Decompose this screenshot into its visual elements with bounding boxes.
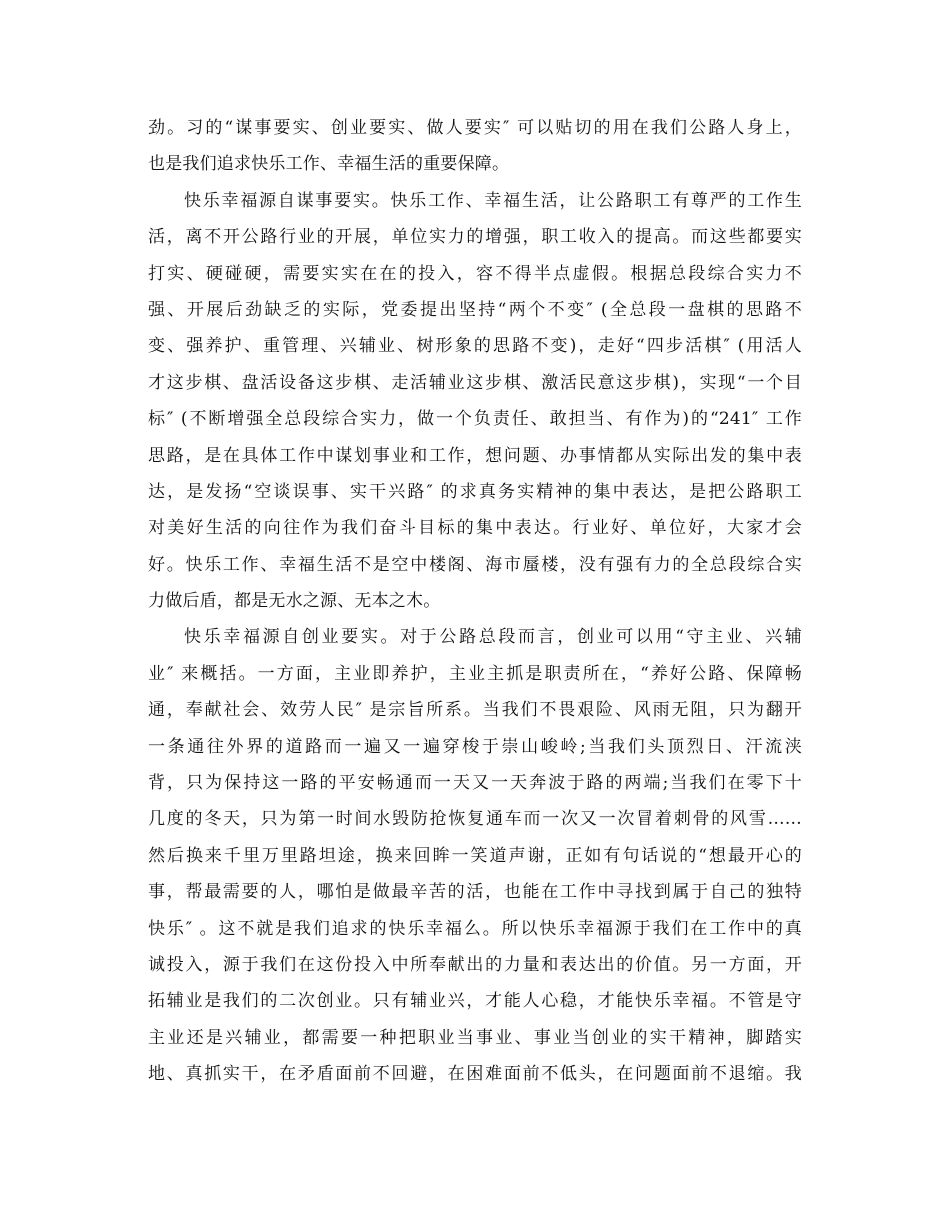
text-line: 对美好生活的向往作为我们奋斗目标的集中表达。行业好、单位好，大家才会 (148, 518, 802, 539)
text-line: 也是我们追求快乐工作、幸福生活的重要保障。 (148, 154, 510, 175)
text-line: 快乐″ 。这不就是我们追求的快乐幸福么。所以快乐幸福源于我们在工作中的真 (148, 918, 802, 939)
text-line: 力做后盾，都是无水之源、无本之木。 (148, 591, 441, 612)
text-line: 快乐幸福源自谋事要实。快乐工作、幸福生活，让公路职工有尊严的工作生 (184, 190, 802, 211)
text-line: 活，离不开公路行业的开展，单位实力的增强，职工收入的提高。而这些都要实 (148, 227, 802, 248)
text-line: 然后换来千里万里路坦途，换来回眸一笑道声谢，正如有句话说的“想最开心的 (148, 845, 802, 866)
document-body (148, 110, 802, 1093)
text-line: 达，是发扬“空谈误事、实干兴路″ 的求真务实精神的集中表达，是把公路职工 (148, 481, 802, 502)
text-line: 才这步棋、盘活设备这步棋、走活辅业这步棋、激活民意这步棋)，实现“一个目 (148, 372, 802, 393)
text-line: 背，只为保持这一路的平安畅通而一天又一天奔波于路的两端;当我们在零下十 (148, 773, 802, 794)
text-line: 好。快乐工作、幸福生活不是空中楼阁、海市蜃楼，没有强有力的全总段综合实 (148, 554, 802, 575)
text-line: 变、强养护、重管理、兴辅业、树形象的思路不变)，走好“四步活棋″ (用活人 (148, 336, 802, 357)
text-line: 业″ 来概括。一方面，主业即养护，主业主抓是职责所在，“养好公路、保障畅 (148, 663, 802, 684)
text-line: 劲。习的“谋事要实、创业要实、做人要实″ 可以贴切的用在我们公路人身上， (148, 118, 802, 138)
text-line: 一条通往外界的道路而一遍又一遍穿梭于崇山峻岭;当我们头顶烈日、汗流浃 (148, 736, 802, 757)
text-line: 标″ (不断增强全总段综合实力，做一个负责任、敢担当、有作为)的“241″ 工作 (148, 409, 802, 430)
text-line: 快乐幸福源自创业要实。对于公路总段而言，创业可以用“守主业、兴辅 (184, 627, 802, 648)
text-line: 强、开展后劲缺乏的实际，党委提出坚持“两个不变″ (全总段一盘棋的思路不 (148, 299, 802, 320)
text-line: 通，奉献社会、效劳人民″ 是宗旨所系。当我们不畏艰险、风雨无阻，只为翻开 (148, 700, 802, 721)
text-line: 诚投入，源于我们在这份投入中所奉献出的力量和表达出的价值。另一方面，开 (148, 954, 802, 975)
text-line: 主业还是兴辅业，都需要一种把职业当事业、事业当创业的实干精神，脚踏实 (148, 1027, 802, 1048)
text-line: 拓辅业是我们的二次创业。只有辅业兴，才能人心稳，才能快乐幸福。不管是守 (148, 991, 802, 1012)
text-line: 思路，是在具体工作中谋划事业和工作，想问题、办事情都从实际出发的集中表 (148, 445, 802, 466)
text-line: 打实、硬碰硬，需要实实在在的投入，容不得半点虚假。根据总段综合实力不 (148, 263, 802, 284)
text-line: 事，帮最需要的人，哪怕是做最辛苦的活，也能在工作中寻找到属于自己的独特 (148, 882, 802, 903)
text-line: 地、真抓实干，在矛盾面前不回避，在困难面前不低头，在问题面前不退缩。我 (148, 1064, 802, 1085)
text-line: 几度的冬天，只为第一时间水毁防抢恢复通车而一次又一次冒着刺骨的风雪…… (148, 809, 802, 830)
